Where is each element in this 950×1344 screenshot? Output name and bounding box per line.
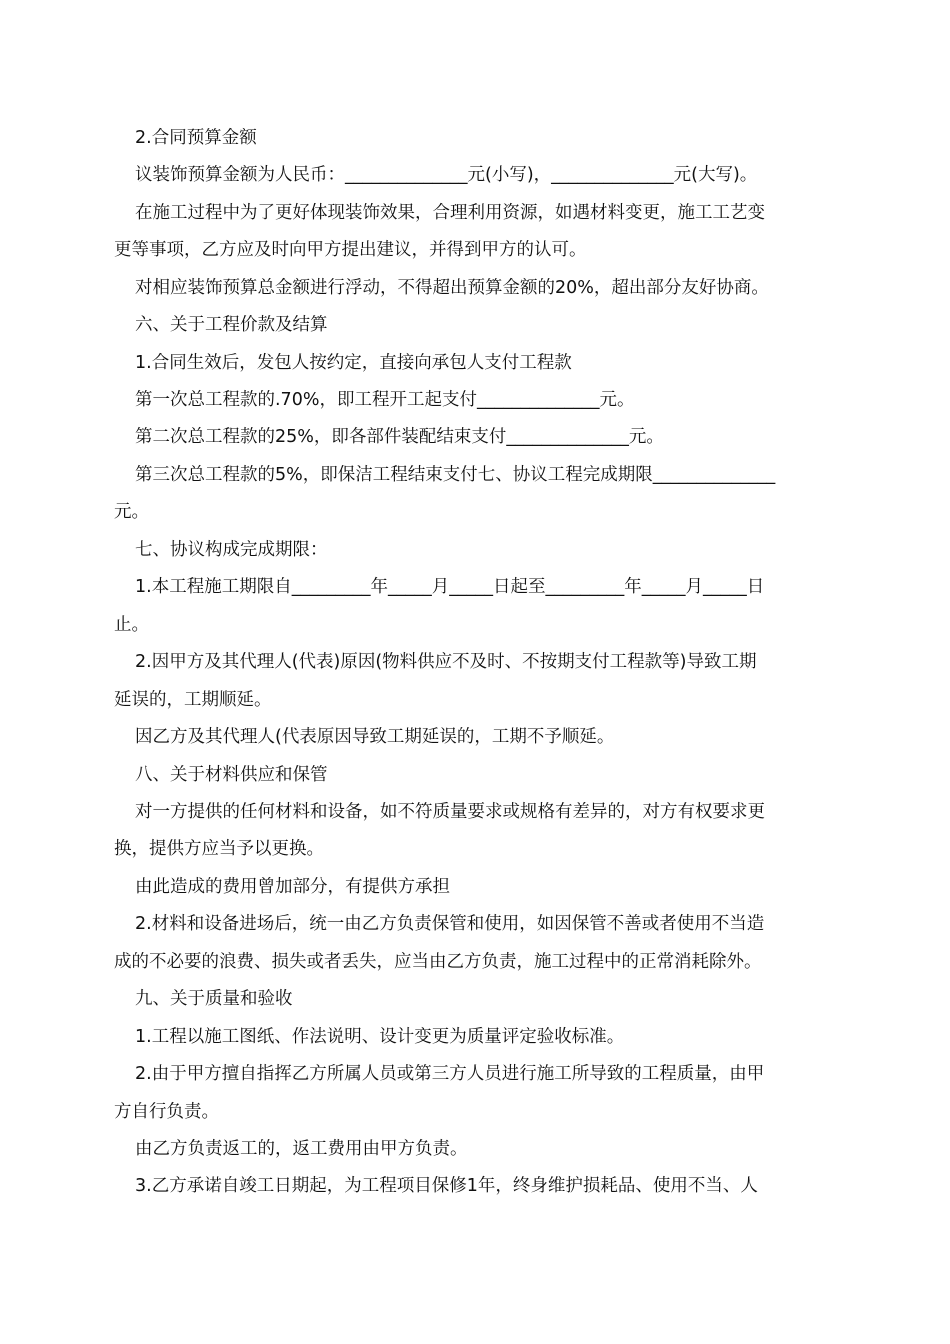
paragraph-line: 2.因甲方及其代理人(代表)原因(物料供应不及时、不按期支付工程款等)导致工期 bbox=[135, 652, 757, 672]
paragraph-line: 止。 bbox=[114, 615, 149, 635]
section-heading: 九、关于质量和验收 bbox=[135, 989, 293, 1009]
section-heading: 七、协议构成完成期限： bbox=[135, 540, 328, 560]
paragraph-line: 议装饰预算金额为人民币：______________元(小写)，______________元(大写)。 bbox=[135, 165, 758, 185]
section-heading: 六、关于工程价款及结算 bbox=[135, 315, 328, 335]
paragraph-line: 由此造成的费用曾加部分，有提供方承担 bbox=[135, 877, 450, 897]
paragraph-line: 由乙方负责返工的，返工费用由甲方负责。 bbox=[135, 1139, 468, 1159]
paragraph-line: 1.本工程施工期限自_________年_____月_____日起至_________年_____月_____日 bbox=[135, 577, 765, 597]
paragraph-line: 第一次总工程款的.70%，即工程开工起支付______________元。 bbox=[135, 390, 635, 410]
paragraph-line: 对相应装饰预算总金额进行浮动，不得超出预算金额的20%，超出部分友好协商。 bbox=[135, 278, 769, 298]
paragraph-line: 2.由于甲方擅自指挥乙方所属人员或第三方人员进行施工所导致的工程质量，由甲 bbox=[135, 1064, 765, 1084]
clause-heading: 1.合同生效后，发包人按约定，直接向承包人支付工程款 bbox=[135, 353, 572, 373]
paragraph-line: 第三次总工程款的5%，即保洁工程结束支付七、协议工程完成期限______________ bbox=[135, 465, 776, 485]
clause-heading: 2.合同预算金额 bbox=[135, 128, 257, 148]
paragraph-line: 2.材料和设备进场后，统一由乙方负责保管和使用，如因保管不善或者使用不当造 bbox=[135, 914, 765, 934]
paragraph-line: 换，提供方应当予以更换。 bbox=[114, 839, 324, 859]
paragraph-line: 1.工程以施工图纸、作法说明、设计变更为质量评定验收标准。 bbox=[135, 1027, 625, 1047]
paragraph-line: 3.乙方承诺自竣工日期起，为工程项目保修1年，终身维护损耗品、使用不当、人 bbox=[135, 1176, 758, 1196]
paragraph-line: 成的不必要的浪费、损失或者丢失，应当由乙方负责，施工过程中的正常消耗除外。 bbox=[114, 952, 762, 972]
paragraph-line: 在施工过程中为了更好体现装饰效果，合理利用资源，如遇材料变更，施工工艺变 bbox=[135, 203, 765, 223]
paragraph-line: 方自行负责。 bbox=[114, 1102, 219, 1122]
paragraph-line: 对一方提供的任何材料和设备，如不符质量要求或规格有差异的，对方有权要求更 bbox=[135, 802, 765, 822]
paragraph-line: 因乙方及其代理人(代表原因导致工期延误的，工期不予顺延。 bbox=[135, 727, 615, 747]
paragraph-line: 更等事项，乙方应及时向甲方提出建议，并得到甲方的认可。 bbox=[114, 240, 587, 260]
paragraph-line: 元。 bbox=[114, 502, 149, 522]
paragraph-line: 延误的，工期顺延。 bbox=[114, 690, 272, 710]
paragraph-line: 第二次总工程款的25%，即各部件装配结束支付______________元。 bbox=[135, 427, 664, 447]
section-heading: 八、关于材料供应和保管 bbox=[135, 765, 328, 785]
